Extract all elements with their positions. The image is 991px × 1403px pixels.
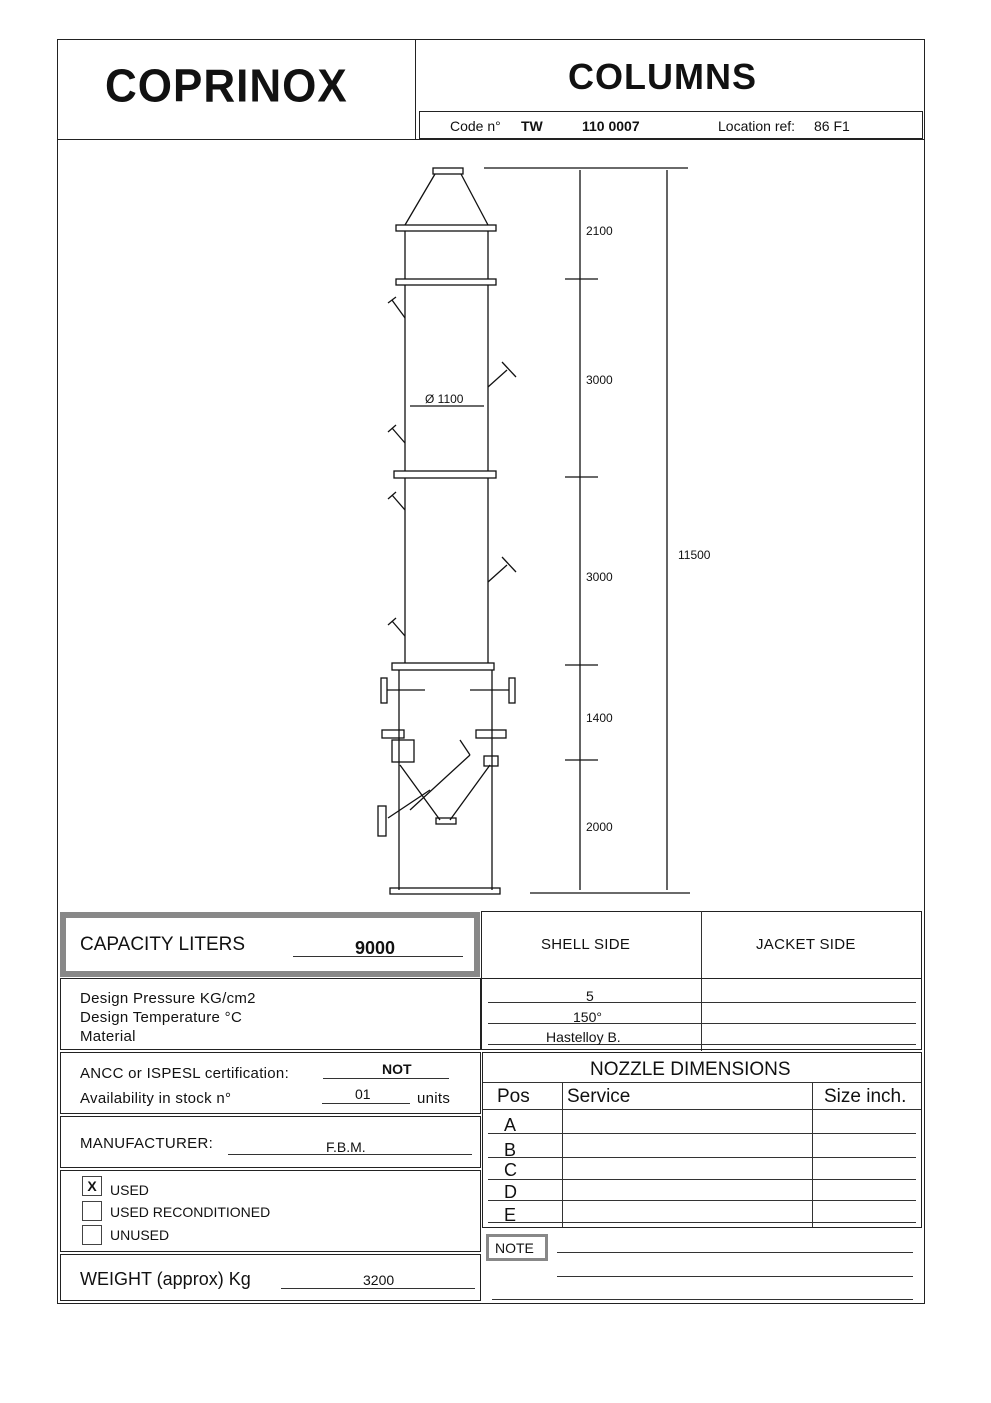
stock-line bbox=[322, 1103, 410, 1104]
condition-used-label: USED bbox=[110, 1182, 149, 1198]
nozzle-row-line bbox=[488, 1133, 916, 1134]
nozzle-header-top bbox=[483, 1082, 921, 1083]
note-line bbox=[557, 1252, 913, 1253]
page-title: COLUMNS bbox=[568, 56, 757, 97]
stock-units: units bbox=[417, 1090, 451, 1107]
manufacturer-value: F.B.M. bbox=[326, 1139, 366, 1155]
code-prefix: TW bbox=[521, 118, 543, 134]
stock-value: 01 bbox=[355, 1086, 371, 1102]
nozzle-pos-b: B bbox=[504, 1140, 517, 1160]
nozzle-col-2 bbox=[812, 1083, 813, 1227]
nozzle-header-service: Service bbox=[567, 1086, 631, 1107]
shell-material-value: Hastelloy B. bbox=[546, 1029, 621, 1045]
nozzle-pos-e: E bbox=[504, 1205, 517, 1225]
nozzle-pos-d: D bbox=[504, 1182, 517, 1202]
nozzle-row-line bbox=[488, 1200, 916, 1201]
code-number: 110 0007 bbox=[582, 118, 640, 134]
capacity-value: 9000 bbox=[355, 938, 396, 958]
nozzle-header-bottom bbox=[483, 1109, 921, 1110]
shell-row-line-2 bbox=[488, 1023, 916, 1024]
shell-temperature-value: 150° bbox=[573, 1009, 602, 1025]
weight-value: 3200 bbox=[363, 1272, 395, 1288]
note-label: NOTE bbox=[495, 1240, 534, 1256]
dim-label-4: 1400 bbox=[586, 711, 613, 725]
dim-diameter: Ø 1100 bbox=[425, 392, 464, 406]
weight-label: WEIGHT (approx) Kg bbox=[80, 1269, 251, 1289]
dim-total: 11500 bbox=[678, 548, 711, 562]
certification-line bbox=[323, 1078, 449, 1079]
capacity-label: CAPACITY LITERS bbox=[80, 934, 246, 955]
shell-pressure-value: 5 bbox=[586, 988, 594, 1004]
stock-label: Availability in stock n° bbox=[80, 1090, 232, 1107]
checkbox-used[interactable]: X bbox=[82, 1176, 102, 1196]
nozzle-pos-a: A bbox=[504, 1115, 517, 1135]
certification-value: NOT bbox=[382, 1061, 412, 1077]
nozzle-header-size: Size inch. bbox=[824, 1086, 907, 1107]
nozzle-pos-c: C bbox=[504, 1160, 517, 1180]
nozzle-row-line bbox=[488, 1179, 916, 1180]
location-value: 86 F1 bbox=[814, 118, 850, 134]
company-logo: COPRINOX bbox=[105, 60, 348, 113]
code-label: Code n° bbox=[450, 118, 501, 134]
dim-label-1: 2100 bbox=[586, 224, 613, 238]
condition-used-reconditioned-label: USED RECONDITIONED bbox=[110, 1204, 271, 1220]
note-line bbox=[492, 1299, 913, 1300]
nozzle-row-line bbox=[488, 1157, 916, 1158]
shell-row-line-1 bbox=[488, 1002, 916, 1003]
condition-unused-label: UNUSED bbox=[110, 1227, 170, 1243]
dim-label-2: 3000 bbox=[586, 373, 613, 387]
location-label: Location ref: bbox=[718, 118, 796, 134]
dim-label-5: 2000 bbox=[586, 820, 613, 834]
shell-side-header: SHELL SIDE bbox=[541, 936, 631, 953]
nozzle-row-line bbox=[488, 1222, 916, 1223]
dim-label-3: 3000 bbox=[586, 570, 613, 584]
nozzle-header-pos: Pos bbox=[497, 1086, 530, 1107]
note-line bbox=[557, 1276, 913, 1277]
checkbox-used-reconditioned[interactable] bbox=[82, 1201, 102, 1221]
manufacturer-label: MANUFACTURER: bbox=[80, 1135, 214, 1152]
design-pressure-label: Design Pressure KG/cm2 bbox=[80, 990, 256, 1007]
checkbox-unused[interactable] bbox=[82, 1225, 102, 1245]
jacket-side-header: JACKET SIDE bbox=[756, 936, 856, 953]
certification-label: ANCC or ISPESL certification: bbox=[80, 1065, 290, 1082]
nozzle-col-1 bbox=[562, 1083, 563, 1227]
design-temperature-label: Design Temperature °C bbox=[80, 1009, 243, 1026]
nozzle-title: NOZZLE DIMENSIONS bbox=[590, 1059, 791, 1080]
material-label: Material bbox=[80, 1028, 136, 1045]
weight-line bbox=[281, 1288, 475, 1289]
